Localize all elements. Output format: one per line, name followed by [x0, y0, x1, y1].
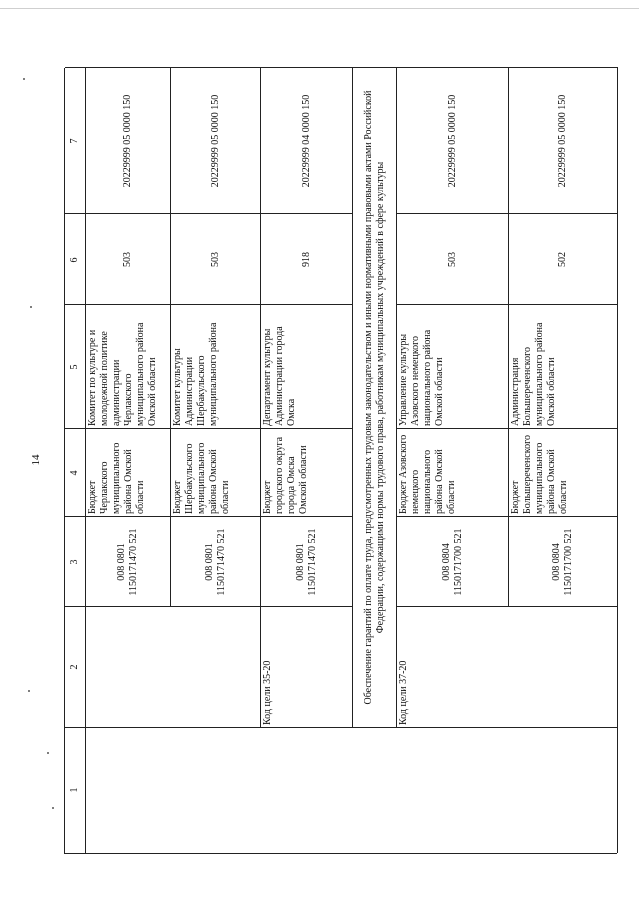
income-code: 20229999 05 0000 150: [122, 94, 133, 188]
column-number: 4: [69, 470, 80, 476]
column-number: 6: [69, 257, 80, 263]
column-number: 3: [69, 559, 80, 565]
col-boundary: [65, 727, 618, 728]
budget-name: Бюджет Шербакульского муниципального района Омской области: [172, 442, 231, 514]
budget-code: 008 0801 1150171470 521: [294, 528, 318, 596]
administrator-name: Управление культуры Азовского немецкого национального района Омской области: [398, 329, 445, 426]
budget-name: Бюджет городского округа города Омска Омской области: [262, 436, 309, 514]
income-code: 20229999 04 0000 150: [300, 94, 312, 188]
column-number: 7: [69, 138, 80, 144]
target-code-label: Код цели 35-20: [262, 660, 273, 725]
budget-code: 008 0804 1150171700 521: [551, 528, 574, 596]
scan-speck: [28, 690, 30, 692]
gr-code: 503: [209, 252, 221, 267]
table-bottom-edge: [617, 67, 618, 853]
administrator-name: Комитет по культуре и молодежной политике администрации Черлакского муниципального района Омской области: [87, 322, 158, 426]
budget-code: 008 0801 1150171470 521: [203, 528, 227, 596]
gr-code: 502: [557, 252, 568, 267]
scan-speck: [47, 752, 49, 754]
rotated-table: [64, 68, 617, 854]
column-number: 5: [69, 364, 80, 370]
scan-speck: [30, 306, 32, 308]
gr-code: 503: [122, 252, 133, 267]
gr-code: 918: [300, 252, 312, 267]
administrator-name: Комитет культуры Администрации Шербакульского муниципального района: [172, 322, 219, 426]
page-number: 14: [30, 454, 42, 466]
income-code: 20229999 05 0000 150: [446, 94, 458, 188]
budget-name: Бюджет Азовского немецкого национального района Омской области: [398, 434, 457, 514]
scan-speck: [23, 78, 25, 80]
column-number: 2: [69, 664, 80, 670]
administrator-name: Департамент культуры Администрации города Омска: [262, 326, 297, 426]
budget-name: Бюджет Черлакского муниципального района Омской области: [87, 442, 146, 514]
administrator-name: Администрация Большереченского муниципального района Омской области: [510, 322, 557, 426]
income-code: 20229999 05 0000 150: [209, 94, 221, 188]
column-number: 1: [69, 787, 80, 793]
section-heading: Обеспечение гарантий по оплате труда, предусмотренных трудовым законодательством и иными нормативными правовыми актами Российской Федерации, содержащими нормы трудового права, работникам муниципальных учреждений в сфере культуры: [362, 90, 386, 705]
budget-code: 008 0801 1150171470 521: [116, 528, 139, 596]
budget-code: 008 0804 1150171700 521: [440, 528, 464, 596]
budget-name: Бюджет Большереченского муниципального района Омской области: [510, 435, 569, 514]
target-code-label: Код цели 37-20: [398, 660, 409, 725]
income-code: 20229999 05 0000 150: [557, 94, 568, 188]
scan-speck: [52, 807, 54, 809]
gr-code: 503: [446, 252, 458, 267]
scan-top-edge: [0, 8, 639, 9]
